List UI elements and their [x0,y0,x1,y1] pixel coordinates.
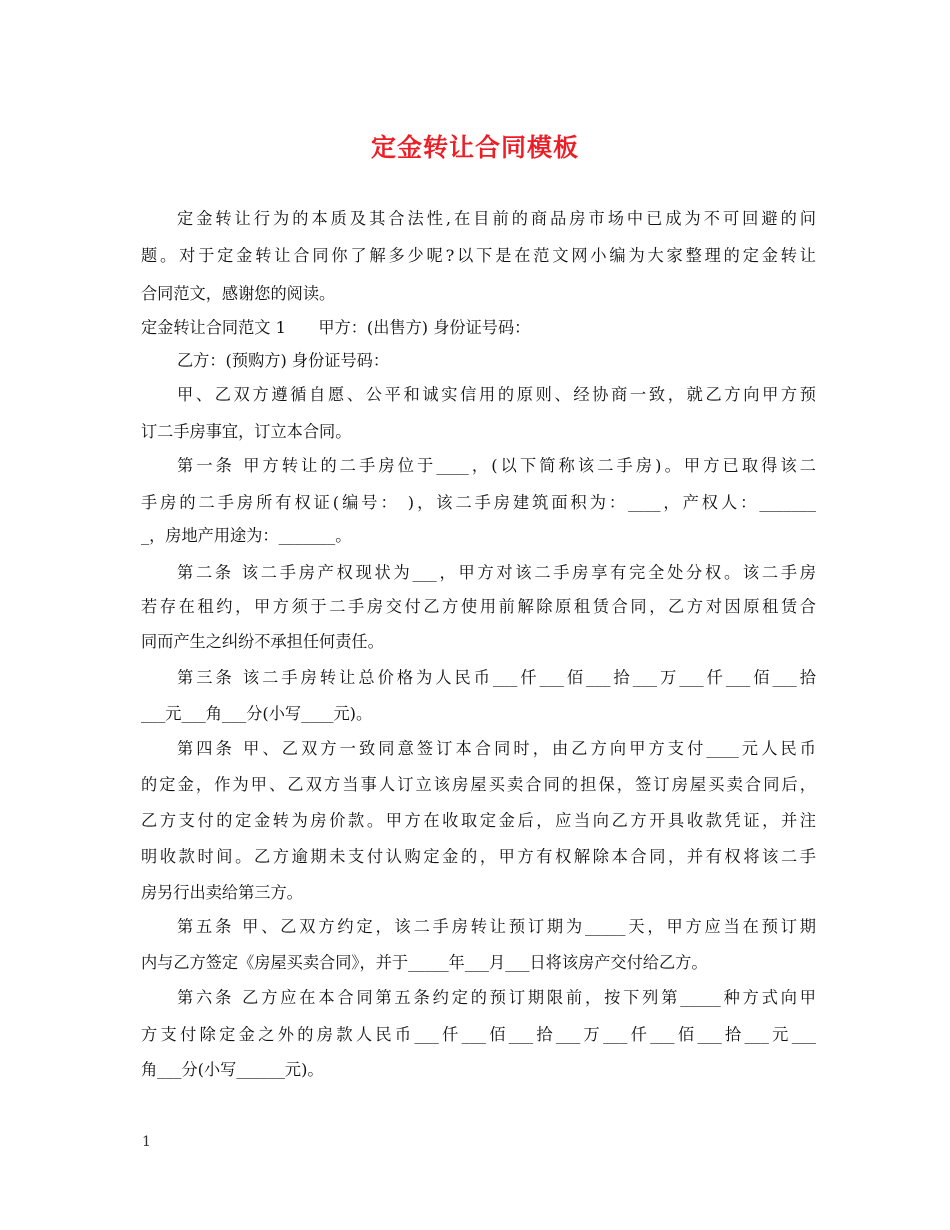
text-line: _，房地产用途为：_______。 [141,526,352,545]
text-line: 的定金，作为甲、乙双方当事人订立该房屋买卖合同的担保，签订房屋买卖合同后， [141,775,816,794]
text-line: 题。对于定金转让合同你了解多少呢?以下是在范文网小编为大家整理的定金转让 [141,246,816,265]
text-line: 第四条 甲、乙双方一致同意签订本合同时，由乙方向甲方支付____元人民币 [177,739,816,758]
text-line: 第五条 甲、乙双方约定，该二手房转让预订期为_____天，甲方应当在预订期 [177,917,816,936]
text-line: 第二条 该二手房产权现状为___，甲方对该二手房享有完全处分权。该二手房 [177,563,816,582]
text-line: ___元___角___分(小写____元)。 [141,704,373,723]
text-line: 手房的二手房所有权证(编号： )，该二手房建筑面积为：____，产权人：_______ [141,493,816,512]
text-line: 合同范文，感谢您的阅读。 [141,284,336,303]
text-line: 若存在租约，甲方须于二手房交付乙方使用前解除原租赁合同，乙方对因原租赁合 [141,597,816,616]
text-line: 房另行出卖给第三方。 [141,883,303,902]
text-line: 订二手房事宜，订立本合同。 [141,422,352,441]
text-line: 定金转让合同范文 1 甲方：(出售方) 身份证号码： [141,318,531,337]
text-line: 乙方：(预购方) 身份证号码： [177,351,390,370]
text-line: 甲、乙双方遵循自愿、公平和诚实信用的原则、经协商一致，就乙方向甲方预 [177,385,816,404]
text-line: 第六条 乙方应在本合同第五条约定的预订期限前，按下列第_____种方式向甲 [177,988,816,1007]
document-title: 定金转让合同模板 [370,133,579,162]
text-line: 定金转让行为的本质及其合法性,在目前的商品房市场中已成为不可回避的问 [177,209,816,228]
text-line: 内与乙方签定《房屋买卖合同》，并于_____年___月___日将该房产交付给乙方。 [141,953,708,972]
text-line: 同而产生之纠纷不承担任何责任。 [141,632,384,651]
text-line: 乙方支付的定金转为房价款。甲方在收取定金后，应当向乙方开具收款凭证，并注 [141,811,816,830]
text-line: 明收款时间。乙方逾期未支付认购定金的，甲方有权解除本合同，并有权将该二手 [141,847,816,866]
text-line: 第一条 甲方转让的二手房位于____，(以下简称该二手房)。甲方已取得该二 [177,456,816,475]
text-line: 第三条 该二手房转让总价格为人民币___仟___佰___拾___万___仟___佰___拾 [177,668,816,687]
page-number: 1 [142,1134,151,1150]
text-line: 角___分(小写______元)。 [141,1060,324,1079]
text-line: 方支付除定金之外的房款人民币___仟___佰___拾___万___仟___佰___拾___元___ [141,1025,816,1044]
